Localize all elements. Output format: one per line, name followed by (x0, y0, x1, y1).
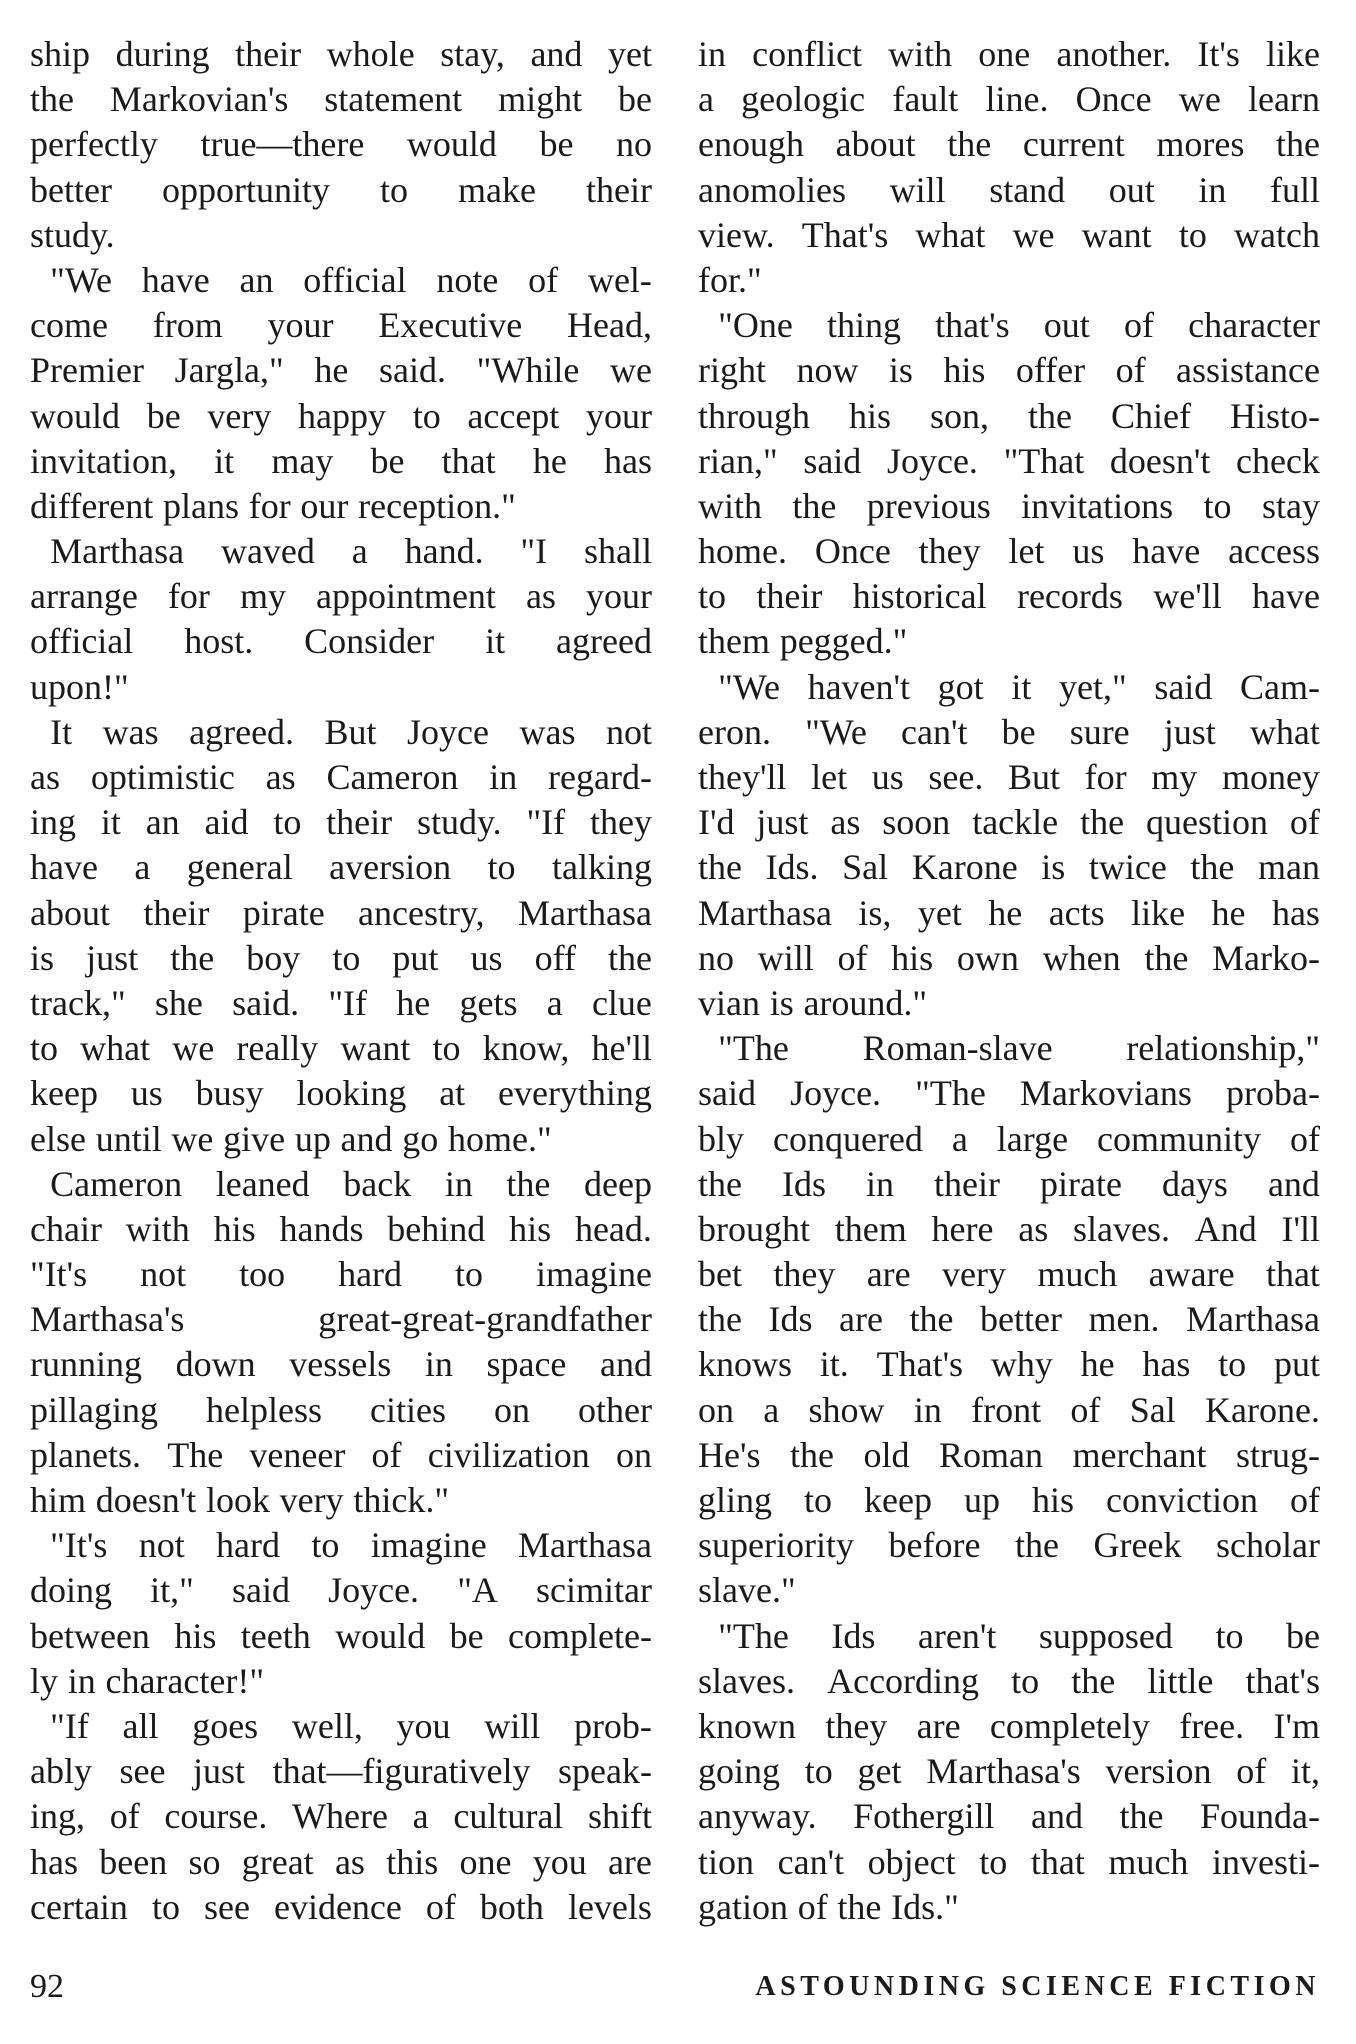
text-line: pillaging helpless cities on other (30, 1389, 652, 1430)
text-line: between his teeth would be complete- (30, 1615, 652, 1656)
text-line: in conflict with one another. It's like (698, 34, 1320, 74)
text-line: certain to see evidence of both levels (30, 1886, 652, 1927)
text-line: going to get Marthasa's version of it, (698, 1751, 1320, 1792)
text-line: slave." (698, 1570, 796, 1611)
text-line: arrange for my appointment as your (30, 576, 652, 617)
text-column-right (698, 32, 1320, 1930)
text-line: as optimistic as Cameron in regard- (30, 757, 652, 797)
text-line: slaves. According to the little that's (698, 1660, 1320, 1701)
text-line: Marthasa is, yet he acts like he has (698, 892, 1320, 933)
text-line: eron. "We can't be sure just what (698, 711, 1320, 752)
text-line: about their pirate ancestry, Marthasa (30, 892, 652, 933)
text-line: study. (30, 214, 115, 255)
text-line: knows it. That's why he has to put (698, 1344, 1320, 1385)
text-line: to what we really want to know, he'll (30, 1028, 652, 1069)
text-line: upon!" (30, 666, 129, 707)
text-line: would be very happy to accept your (30, 395, 652, 436)
text-line: "If all goes well, you will prob- (50, 1705, 652, 1746)
text-line: "The Ids aren't supposed to be (718, 1615, 1320, 1656)
text-line: ing, of course. Where a cultural shift (30, 1796, 652, 1837)
page-number: 92 (30, 1968, 64, 2005)
text-line: the Ids in their pirate days and (698, 1163, 1320, 1204)
text-line: rian," said Joyce. "That doesn't check (698, 440, 1320, 481)
text-line: him doesn't look very thick." (30, 1480, 450, 1520)
text-line: has been so great as this one you are (30, 1841, 652, 1882)
text-line: come from your Executive Head, (30, 305, 652, 346)
text-line: bet they are very much aware that (698, 1254, 1320, 1295)
text-line: on a show in front of Sal Karone. (698, 1389, 1320, 1430)
text-line: anomolies will stand out in full (698, 169, 1320, 210)
text-line: doing it," said Joyce. "A scimitar (30, 1570, 652, 1611)
text-line: brought them here as slaves. And I'll (698, 1208, 1320, 1249)
text-line: Marthasa waved a hand. "I shall (50, 531, 652, 572)
text-line: running down vessels in space and (30, 1344, 652, 1385)
text-line: to their historical records we'll have (698, 576, 1320, 617)
text-line: them pegged." (698, 621, 908, 662)
text-line: gling to keep up his conviction of (698, 1480, 1320, 1520)
text-line: ably see just that—figuratively speak- (30, 1751, 652, 1792)
text-line: have a general aversion to talking (30, 847, 652, 888)
text-line: through his son, the Chief Histo- (698, 395, 1320, 436)
text-line: no will of his own when the Marko- (698, 937, 1320, 978)
text-line: said Joyce. "The Markovians proba- (698, 1073, 1320, 1114)
text-line: Marthasa's great-great-grandfather (30, 1299, 652, 1340)
text-line: tion can't object to that much investi- (698, 1841, 1320, 1882)
text-line: enough about the current mores the (698, 124, 1320, 165)
text-line: ly in character!" (30, 1660, 265, 1701)
text-line: anyway. Fothergill and the Founda- (698, 1796, 1320, 1837)
text-line: perfectly true—there would be no (30, 124, 652, 165)
text-line: home. Once they let us have access (698, 531, 1320, 572)
text-line: the Markovian's statement might be (30, 79, 652, 120)
text-line: "One thing that's out of character (718, 305, 1320, 346)
text-line: chair with his hands behind his head. (30, 1208, 652, 1249)
text-line: "We haven't got it yet," said Cam- (718, 666, 1320, 707)
text-line: "It's not hard to imagine Marthasa (50, 1525, 652, 1566)
text-line: It was agreed. But Joyce was not (50, 711, 652, 752)
text-line: ing it an aid to their study. "If they (30, 802, 652, 843)
text-line: keep us busy looking at everything (30, 1073, 652, 1114)
text-column-left (30, 32, 652, 1930)
text-line: else until we give up and go home." (30, 1118, 552, 1159)
text-line: ship during their whole stay, and yet (30, 34, 652, 74)
text-line: Premier Jargla," he said. "While we (30, 350, 652, 391)
text-line: for." (698, 259, 762, 300)
text-line: official host. Consider it agreed (30, 621, 652, 662)
text-line: different plans for our reception." (30, 485, 516, 526)
text-line: "The Roman-slave relationship," (718, 1028, 1320, 1069)
text-line: a geologic fault line. Once we learn (698, 79, 1320, 120)
text-line: bly conquered a large community of (698, 1118, 1320, 1159)
text-line: superiority before the Greek scholar (698, 1525, 1320, 1566)
text-line: I'd just as soon tackle the question of (698, 802, 1320, 843)
text-line: invitation, it may be that he has (30, 440, 652, 481)
text-line: He's the old Roman merchant strug- (698, 1434, 1320, 1475)
text-line: gation of the Ids." (698, 1886, 959, 1927)
text-line: "It's not too hard to imagine (30, 1254, 652, 1295)
text-line: the Ids. Sal Karone is twice the man (698, 847, 1320, 888)
text-line: is just the boy to put us off the (30, 937, 652, 978)
text-line: right now is his offer of assistance (698, 350, 1320, 391)
text-line: the Ids are the better men. Marthasa (698, 1299, 1320, 1340)
text-line: better opportunity to make their (30, 169, 652, 210)
running-head: ASTOUNDING SCIENCE FICTION (755, 1971, 1320, 2002)
text-line: planets. The veneer of civilization on (30, 1434, 652, 1475)
text-line: view. That's what we want to watch (698, 214, 1320, 255)
text-line: with the previous invitations to stay (698, 485, 1320, 526)
text-line: Cameron leaned back in the deep (50, 1163, 652, 1204)
text-line: vian is around." (698, 982, 928, 1023)
text-line: track," she said. "If he gets a clue (30, 982, 652, 1023)
text-line: they'll let us see. But for my money (698, 757, 1320, 797)
text-line: known they are completely free. I'm (698, 1705, 1320, 1746)
text-line: "We have an official note of wel- (50, 259, 652, 300)
